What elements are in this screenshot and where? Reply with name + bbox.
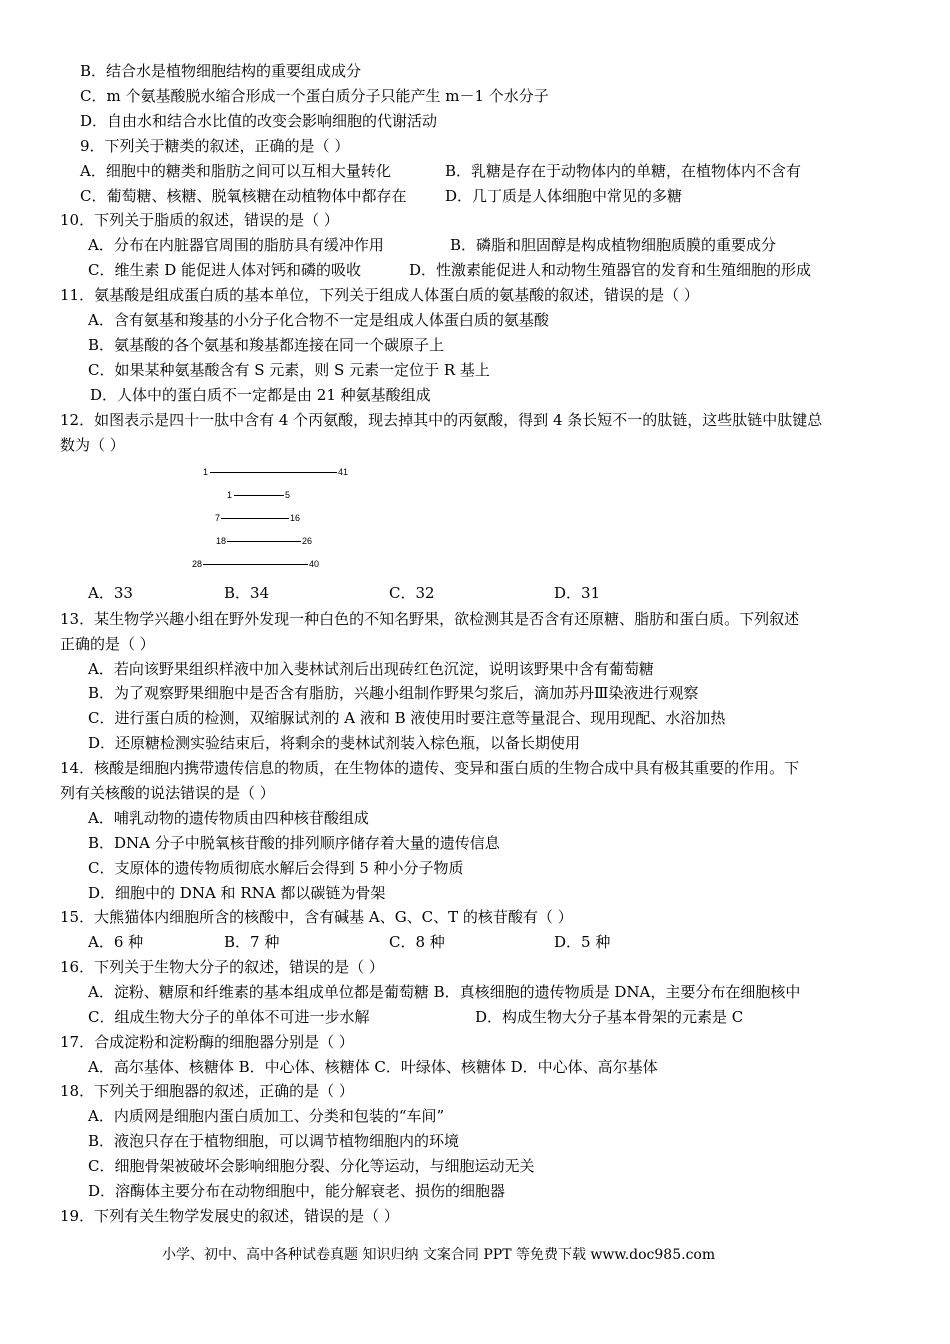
option-18c: C．细胞骨架被破坏会影响细胞分裂、分化等运动，与细胞运动无关 — [88, 1157, 535, 1175]
option-15a: A．6 种 — [88, 933, 144, 951]
option-14a: A．哺乳动物的遗传物质由四种核苷酸组成 — [88, 809, 369, 827]
option-10b: B．磷脂和胆固醇是构成植物细胞质膜的重要成分 — [450, 236, 777, 254]
question-11: 11．氨基酸是组成蛋白质的基本单位，下列关于组成人体蛋白质的氨基酸的叙述，错误的是（ ） — [60, 286, 699, 304]
option-11a: A．含有氨基和羧基的小分子化合物不一定是组成人体蛋白质的氨基酸 — [88, 311, 549, 329]
option-16ab: A．淀粉、糖原和纤维素的基本组成单位都是葡萄糖 B．真核细胞的遗传物质是 DNA，主要分布在细胞核中 — [88, 983, 801, 1001]
question-12-line1: 12．如图表示是四十一肽中含有 4 个丙氨酸，现去掉其中的丙氨酸，得到 4 条长短不一的肽链，这些肽链中肽键总 — [60, 411, 823, 429]
option-13a: A．若向该野果组织样液中加入斐林试剂后出现砖红色沉淀，说明该野果中含有葡萄糖 — [88, 660, 654, 678]
option-18a: A．内质网是细胞内蛋白质加工、分类和包装的“车间” — [88, 1107, 445, 1125]
chain-2-end: 5 — [285, 490, 291, 500]
option-9c: C．葡萄糖、核糖、脱氧核糖在动植物体中都存在 — [80, 187, 407, 205]
option-12a: A．33 — [88, 584, 133, 602]
option-8c: C．m 个氨基酸脱水缩合形成一个蛋白质分子只能产生 m－1 个水分子 — [80, 87, 549, 105]
question-19: 19．下列有关生物学发展史的叙述，错误的是（ ） — [60, 1207, 399, 1225]
option-11b: B．氨基酸的各个氨基和羧基都连接在同一个碳原子上 — [88, 336, 445, 354]
option-15c: C．8 种 — [389, 933, 445, 951]
option-12c: C．32 — [389, 584, 435, 602]
option-15d: D．5 种 — [554, 933, 611, 951]
option-13d: D．还原糖检测实验结束后，将剩余的斐林试剂装入棕色瓶，以备长期使用 — [88, 734, 581, 752]
option-9a: A．细胞中的糖类和脂肪之间可以互相大量转化 — [80, 162, 391, 180]
option-8d: D．自由水和结合水比值的改变会影响细胞的代谢活动 — [80, 112, 438, 130]
option-18b: B．液泡只存在于植物细胞，可以调节植物细胞内的环境 — [88, 1132, 460, 1150]
option-12b: B．34 — [224, 584, 270, 602]
chain-2-start: 1 — [227, 490, 233, 500]
question-18: 18．下列关于细胞器的叙述，正确的是（ ） — [60, 1082, 354, 1100]
question-14-line2: 列有关核酸的说法错误的是（ ） — [60, 784, 275, 802]
option-18d: D．溶酶体主要分布在动物细胞中，能分解衰老、损伤的细胞器 — [88, 1182, 506, 1200]
chain-1-line — [210, 472, 337, 473]
option-16c: C．组成生物大分子的单体不可进一步水解 — [88, 1008, 370, 1026]
question-10: 10．下列关于脂质的叙述，错误的是（ ） — [60, 211, 339, 229]
chain-1-end: 41 — [338, 467, 349, 477]
option-8b: B．结合水是植物细胞结构的重要组成成分 — [80, 62, 362, 80]
option-9b: B．乳糖是存在于动物体内的单糖，在植物体内不含有 — [445, 162, 802, 180]
question-12-line2: 数为（ ） — [60, 436, 125, 454]
page-footer: 小学、初中、高中各种试卷真题 知识归纳 文案合同 PPT 等免费下载 www.doc985.com — [162, 1247, 716, 1263]
question-14-line1: 14．核酸是细胞内携带遗传信息的物质，在生物体的遗传、变异和蛋白质的生物合成中具有极其重要的作用。下 — [60, 759, 800, 777]
option-9d: D．几丁质是人体细胞中常见的多糖 — [445, 187, 683, 205]
option-14d: D．细胞中的 DNA 和 RNA 都以碳链为骨架 — [88, 884, 386, 902]
option-14c: C．支原体的遗传物质彻底水解后会得到 5 种小分子物质 — [88, 859, 464, 877]
question-15: 15．大熊猫体内细胞所含的核酸中，含有碱基 A、G、C、T 的核苷酸有（ ） — [60, 908, 573, 926]
chain-1-start: 1 — [203, 467, 209, 477]
chain-3-line — [221, 518, 289, 519]
chain-5-start: 28 — [192, 559, 203, 569]
chain-3-end: 16 — [290, 513, 301, 523]
option-13c: C．进行蛋白质的检测，双缩脲试剂的 A 液和 B 液使用时要注意等量混合、现用现配、水浴加热 — [88, 709, 726, 727]
option-10c: C．维生素 D 能促进人体对钙和磷的吸收 — [88, 261, 362, 279]
chain-4-end: 26 — [302, 536, 313, 546]
option-10d: D．性激素能促进人和动物生殖器官的发育和生殖细胞的形成 — [409, 261, 812, 279]
option-12d: D．31 — [554, 584, 601, 602]
option-15b: B．7 种 — [224, 933, 280, 951]
question-16: 16．下列关于生物大分子的叙述，错误的是（ ） — [60, 958, 384, 976]
option-11c: C．如果某种氨基酸含有 S 元素，则 S 元素一定位于 R 基上 — [88, 361, 490, 379]
chain-5-line — [203, 564, 308, 565]
options-17: A．高尔基体、核糖体 B．中心体、核糖体 C．叶绿体、核糖体 D．中心体、高尔基体 — [88, 1058, 658, 1076]
option-11d: D．人体中的蛋白质不一定都是由 21 种氨基酸组成 — [90, 386, 431, 404]
chain-5-end: 40 — [309, 559, 320, 569]
option-13b: B．为了观察野果细胞中是否含有脂肪，兴趣小组制作野果匀浆后，滴加苏丹Ⅲ染液进行观察 — [88, 684, 699, 702]
option-10a: A．分布在内脏器官周围的脂肪具有缓冲作用 — [88, 236, 384, 254]
question-17: 17．合成淀粉和淀粉酶的细胞器分别是（ ） — [60, 1033, 354, 1051]
option-14b: B．DNA 分子中脱氧核苷酸的排列顺序储存着大量的遗传信息 — [88, 834, 500, 852]
chain-4-start: 18 — [216, 536, 227, 546]
option-16d: D．构成生物大分子基本骨架的元素是 C — [475, 1008, 744, 1026]
chain-2-line — [234, 495, 284, 496]
question-13-line2: 正确的是（ ） — [60, 635, 155, 653]
peptide-chain-figure — [190, 462, 349, 574]
question-9: 9．下列关于糖类的叙述，正确的是（ ） — [80, 137, 350, 155]
question-13-line1: 13．某生物学兴趣小组在野外发现一种白色的不知名野果，欲检测其是否含有还原糖、脂肪和蛋白质。下列叙述 — [60, 610, 800, 628]
chain-3-start: 7 — [215, 513, 221, 523]
chain-4-line — [227, 541, 301, 542]
